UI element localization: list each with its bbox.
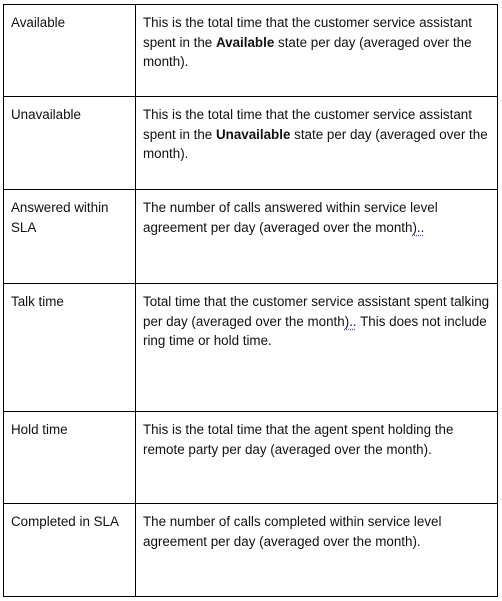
table-row xyxy=(4,5,498,97)
description-cell xyxy=(136,190,498,284)
description-text: The number of calls answered within service level agreement per day (averaged over the month xyxy=(143,200,438,235)
description-text: This does not include ring time or hold time. xyxy=(143,313,487,348)
grammar-mark: ).. xyxy=(412,219,425,235)
table-row xyxy=(4,504,498,597)
table-row xyxy=(4,284,498,412)
description-cell xyxy=(136,284,498,412)
term-cell: Available xyxy=(4,5,136,97)
description-cell xyxy=(136,97,498,190)
description-cell xyxy=(136,5,498,97)
term-cell: Completed in SLA xyxy=(4,504,136,597)
term-cell: Hold time xyxy=(4,412,136,504)
term-cell: Answered within SLA xyxy=(4,190,136,284)
state-name-bold: Available xyxy=(215,34,275,50)
table-row xyxy=(4,412,498,504)
table-row xyxy=(4,190,498,284)
description-text: This is the total time that the customer service assistant spent in the xyxy=(143,107,472,142)
description-text: state per day (averaged over the month). xyxy=(143,126,488,161)
term-cell: Unavailable xyxy=(4,97,136,190)
grammar-mark: ).. xyxy=(344,313,357,329)
description-cell: This is the total time that the agent spent holding the remote party per day (averaged over the month). xyxy=(136,412,498,504)
description-text: Total time that the customer service assistant spent talking per day (averaged over the month xyxy=(143,294,490,329)
description-text: This is the total time that the customer service assistant spent in the xyxy=(143,15,472,50)
term-cell: Talk time xyxy=(4,284,136,412)
description-text: state per day (averaged over the month). xyxy=(143,34,472,69)
state-name-bold: Unavailable xyxy=(215,126,291,142)
definitions-table xyxy=(3,4,498,597)
table-row xyxy=(4,97,498,190)
description-cell: The number of calls completed within service level agreement per day (averaged over the month). xyxy=(136,504,498,597)
